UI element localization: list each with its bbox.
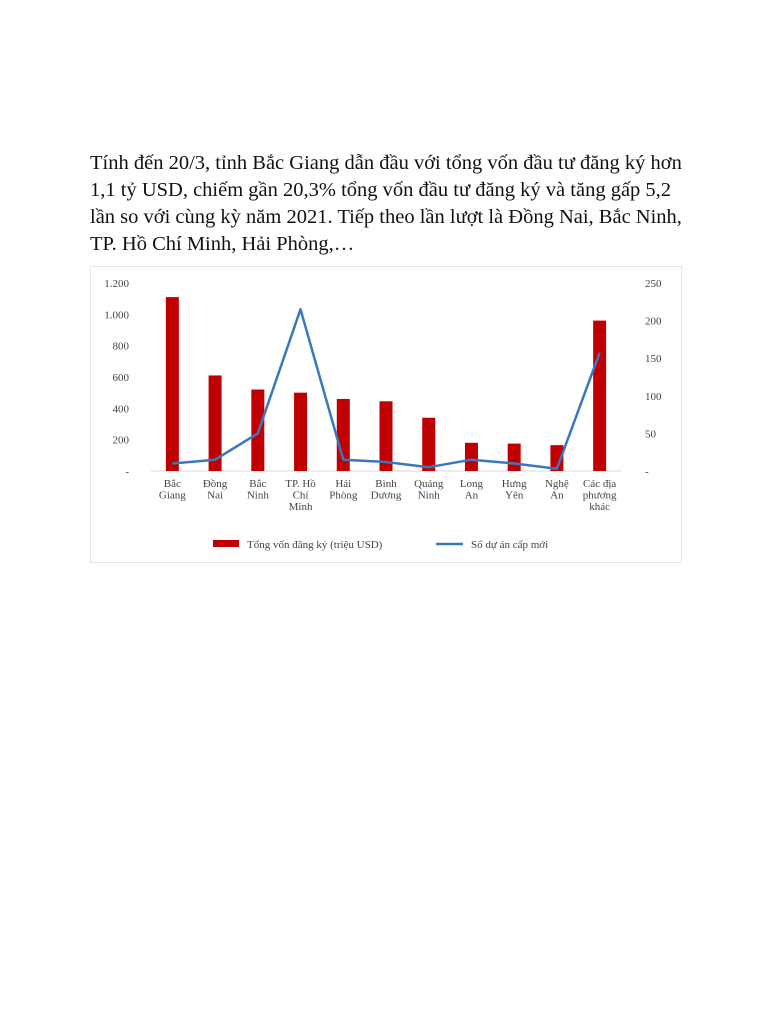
intro-paragraph: Tính đến 20/3, tỉnh Bắc Giang dẫn đầu với tổng vốn đầu tư đăng ký hơn 1,1 tỷ USD, chiếm gần 20,3% tổng vốn đầu tư đăng ký và tăng gấp 5,2 lần so với cùng kỳ năm 2021. Tiếp theo lần lượt là Đồng Nai, Bắc Ninh, TP. Hồ Chí Minh, Hải Phòng,… <box>90 152 682 255</box>
y-right-tick-label: - <box>645 466 649 478</box>
x-tick-label: Bắc <box>163 478 181 490</box>
y-right-tick-label: 50 <box>645 428 656 441</box>
bar-10 <box>593 321 606 471</box>
y-right-tick-label: 150 <box>645 353 662 366</box>
y-left-tick-label: 1.200 <box>104 278 129 290</box>
y-right-tick-label: 250 <box>645 278 662 290</box>
x-tick-label: Quảng <box>414 478 444 490</box>
x-tick-label: Nai <box>207 489 224 502</box>
x-tick-label: Hưng <box>501 478 527 490</box>
x-tick-label: Giang <box>158 489 186 502</box>
x-tick-label: Đồng <box>202 478 228 490</box>
y-right-tick-label: 100 <box>645 390 662 403</box>
x-tick-label: Bắc <box>249 478 267 490</box>
x-tick-label: Hải <box>335 478 352 490</box>
y-right-tick-label: 200 <box>645 315 662 328</box>
x-tick-label: Long <box>459 478 484 490</box>
bar-0 <box>166 297 179 471</box>
y-left-tick-label: - <box>125 466 129 478</box>
x-tick-label: Phòng <box>329 489 358 502</box>
combo-chart <box>90 266 682 563</box>
y-left-tick-label: 400 <box>112 403 129 416</box>
bar-3 <box>294 393 307 471</box>
y-left-tick-label: 200 <box>112 434 129 447</box>
x-tick-label: Ninh <box>246 489 269 502</box>
x-tick-label: Ninh <box>417 489 440 502</box>
x-tick-label: An <box>550 489 564 502</box>
x-tick-label: Bình <box>375 478 397 490</box>
chart-svg <box>91 267 681 562</box>
x-tick-label: Các địa <box>582 478 617 490</box>
x-tick-label: Dương <box>370 489 402 502</box>
legend-label-bar: Tổng vốn đăng ký (triệu USD) <box>247 539 383 551</box>
x-tick-label: Chí <box>292 489 309 502</box>
y-left-tick-label: 800 <box>112 340 129 353</box>
x-tick-label: Minh <box>288 501 313 513</box>
x-tick-label: An <box>464 489 479 502</box>
bar-6 <box>422 418 435 471</box>
x-tick-label: Nghệ <box>544 478 569 490</box>
x-tick-label: khác <box>589 501 611 513</box>
x-tick-label: TP. Hồ <box>285 478 316 490</box>
x-tick-label: Yên <box>505 489 524 502</box>
bar-7 <box>465 443 478 471</box>
y-left-tick-label: 600 <box>112 372 129 384</box>
y-left-tick-label: 1.000 <box>104 309 129 322</box>
bar-8 <box>508 444 521 471</box>
x-tick-label: phương <box>582 489 617 502</box>
legend-swatch-bar <box>213 540 239 547</box>
legend-label-line: Số dự án cấp mới <box>471 539 549 551</box>
